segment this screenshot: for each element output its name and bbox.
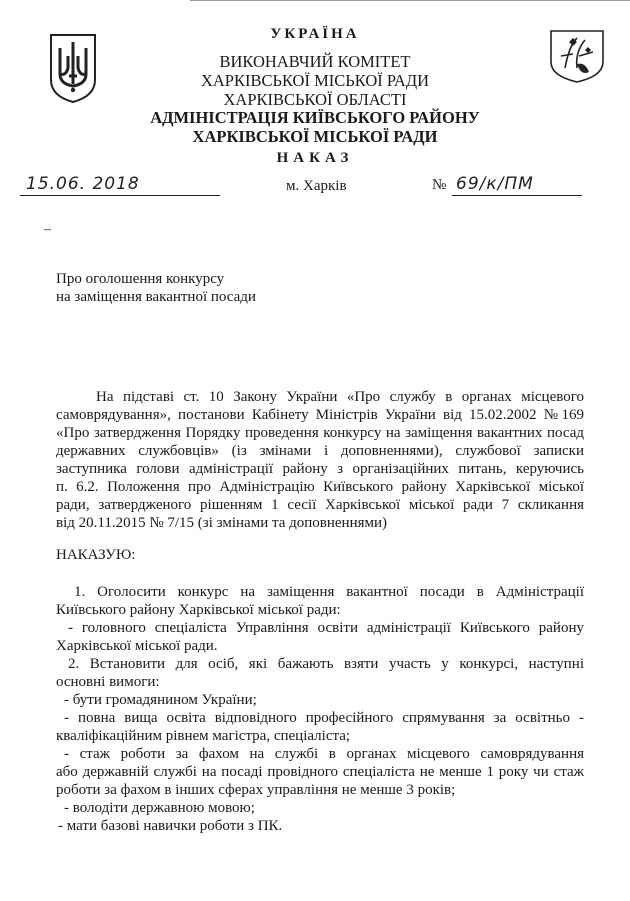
city-label: м. Харків	[286, 178, 347, 194]
top-edge-line	[190, 0, 630, 1]
preamble-line: п. 6.2. Положення про Адміністрацію Київського району Харківської міської	[56, 479, 584, 495]
preamble-line: від 20.11.2015 № 7/15 (зі змінами та доповненнями)	[56, 515, 388, 531]
country-name: УКРАЇНА	[270, 26, 360, 42]
order-line: 1. Оголосити конкурс на заміщення вакантної посади в Адміністрації	[74, 584, 584, 600]
order-line: або державній службі на посаді провідного спеціаліста не менше 1 року чи стаж	[56, 764, 584, 780]
subject-line: на заміщення вакантної посади	[56, 289, 256, 305]
order-body	[56, 583, 584, 835]
order-line: - мати базові навички роботи з ПК.	[58, 818, 283, 834]
stray-mark: –	[44, 222, 51, 237]
order-line: - головного спеціаліста Управління освіти адміністрації Київського району	[68, 620, 584, 636]
preamble-line: заступника голови адміністрації району з організаційних питань, керуючись	[56, 461, 584, 477]
executive-line: ХАРКІВСЬКОЇ ОБЛАСТІ	[223, 90, 407, 109]
preamble-line: «Про затвердження Порядку проведення конкурсу на заміщення вакантних посад	[56, 425, 584, 441]
subject	[56, 270, 256, 306]
preamble-line: державних службовців» (із змінами і доповненнями), службової записки	[56, 443, 584, 459]
subject-line: Про оголошення конкурсу	[56, 271, 225, 287]
order-line: - бути громадянином України;	[64, 692, 257, 708]
number-sign: №	[432, 177, 447, 193]
preamble-line: На підставі ст. 10 Закону України «Про службу в органах місцевого	[96, 389, 584, 405]
order-line: - володіти державною мовою;	[64, 800, 255, 816]
order-line: 2. Встановити для осіб, які бажають взяти участь у конкурсі, наступні	[68, 656, 584, 672]
document-type: НАКАЗ	[276, 150, 354, 166]
admin-line: ХАРКІВСЬКОЇ МІСЬКОЇ РАДИ	[192, 127, 438, 146]
executive-line: ХАРКІВСЬКОЇ МІСЬКОЇ РАДИ	[200, 71, 430, 90]
order-line: Харківської міської ради.	[56, 638, 218, 654]
executive-committee	[0, 52, 630, 109]
order-heading: НАКАЗУЮ:	[56, 547, 136, 563]
administration-title	[0, 108, 630, 146]
order-line: кваліфікаційним рівнем магістра, спеціаліста;	[56, 728, 351, 744]
preamble-line: ради, затвердженого рішенням 1 сесії Харківської міської ради 7 скликання	[56, 497, 584, 513]
order-line: Київського району Харківської міської ради:	[56, 602, 341, 618]
order-line: роботи за фахом в інших сферах управління не менше 3 років;	[56, 782, 456, 798]
order-line: - повна вища освіта відповідного професійного спрямування за освітньо -	[64, 710, 584, 726]
order-line: - стаж роботи за фахом на службі в органах місцевого самоврядування	[64, 746, 584, 762]
executive-line: ВИКОНАВЧИЙ КОМІТЕТ	[219, 52, 411, 71]
preamble-paragraph	[56, 388, 584, 532]
order-line: основні вимоги:	[56, 674, 160, 690]
handwritten-date: 15.06. 2018	[26, 174, 140, 194]
admin-line: АДМІНІСТРАЦІЯ КИЇВСЬКОГО РАЙОНУ	[150, 108, 480, 127]
preamble-line: самоврядування», постанови Кабінету Міністрів України від 15.02.2002 №169	[56, 407, 584, 423]
handwritten-number: 69/к/ПМ	[456, 174, 534, 194]
